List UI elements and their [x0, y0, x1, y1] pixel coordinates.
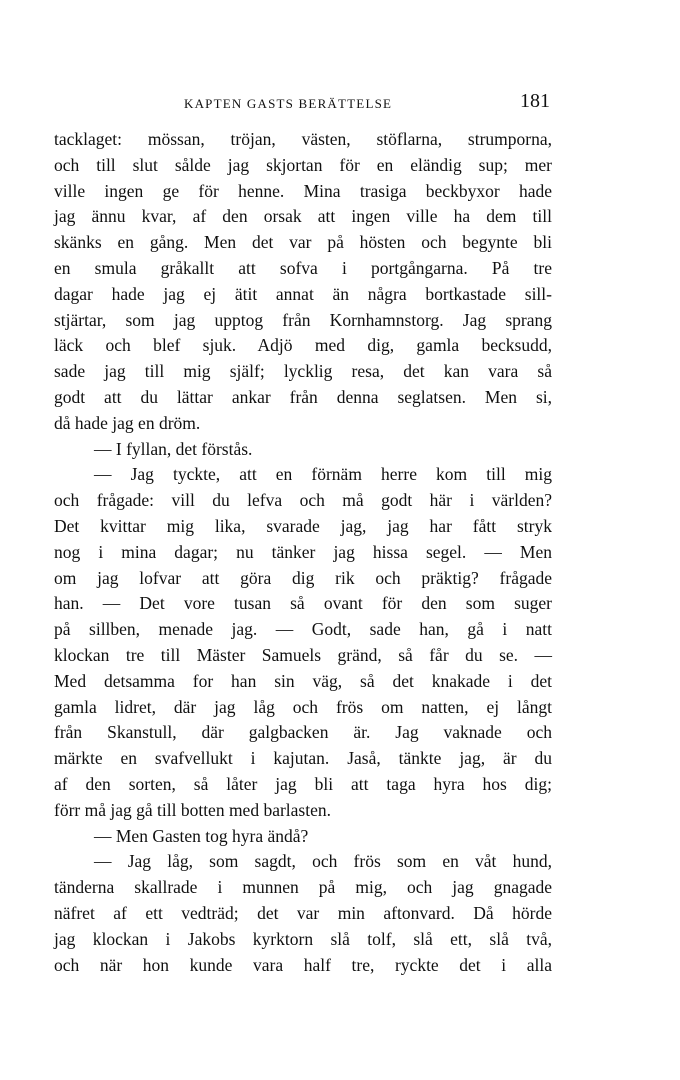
text-line: om jag lofvar att göra dig rik och präktig? frågade: [54, 567, 552, 588]
text-line: näfret af ett vedträd; det var min aftonvard. Då hörde: [54, 902, 552, 923]
running-title: KAPTEN GASTS BERÄTTELSE: [184, 96, 393, 111]
body-text: [54, 127, 552, 978]
text-line: dagar hade jag ej ätit annat än några bortkastade sill-: [54, 283, 552, 304]
text-line: och frågade: vill du lefva och må godt här i världen?: [54, 490, 552, 511]
text-line: tacklaget: mössan, tröjan, västen, stöflarna, strumporna,: [54, 129, 552, 149]
text-line: då hade jag en dröm.: [54, 412, 201, 433]
text-line: — Jag tyckte, att en förnäm herre kom till mig: [94, 464, 552, 485]
text-line: godt att du lättar ankar från denna seglatsen. Men si,: [54, 386, 552, 407]
text-line: läck och blef sjuk. Adjö med dig, gamla becksudd,: [54, 335, 552, 356]
text-line: — I fyllan, det förstås.: [94, 438, 253, 459]
text-line: nog i mina dagar; nu tänker jag hissa segel. — Men: [54, 541, 552, 562]
text-line: skänks en gång. Men det var på hösten och begynte bli: [54, 232, 552, 253]
text-line: jag klockan i Jakobs kyrktorn slå tolf, slå ett, slå två,: [54, 928, 552, 949]
text-line: sade jag till mig själf; lycklig resa, det kan vara så: [54, 361, 552, 382]
text-line: jag ännu kvar, af den orsak att ingen ville ha dem till: [54, 206, 552, 227]
running-header: [54, 90, 552, 116]
text-line: stjärtar, som jag upptog från Kornhamnstorg. Jag sprang: [54, 309, 552, 330]
text-line: tänderna skallrade i munnen på mig, och jag gnagade: [54, 877, 552, 898]
text-line: han. — Det vore tusan så ovant för den som suger: [54, 593, 552, 614]
text-line: en smula gråkallt att sofva i portgångarna. På tre: [54, 257, 552, 278]
text-line: från Skanstull, där galgbacken är. Jag vaknade och: [54, 722, 552, 743]
text-line: — Men Gasten tog hyra ändå?: [94, 825, 309, 846]
text-line: och när hon kunde vara half tre, ryckte det i alla: [54, 954, 552, 975]
text-line: Med detsamma for han sin väg, så det knakade i det: [54, 670, 552, 691]
text-line: ville ingen ge för henne. Mina trasiga beckbyxor hade: [54, 180, 552, 201]
text-line: Det kvittar mig lika, svarade jag, jag har fått stryk: [54, 515, 552, 536]
text-line: märkte en svafvellukt i kajutan. Jaså, tänkte jag, är du: [54, 748, 552, 769]
text-line: klockan tre till Mäster Samuels gränd, så får du se. —: [54, 644, 552, 665]
text-line: och till slut sålde jag skjortan för en eländig sup; mer: [54, 154, 552, 175]
text-line: gamla lidret, där jag låg och frös om natten, ej långt: [54, 696, 552, 717]
text-line: af den sorten, så låter jag bli att taga hyra hos dig;: [54, 773, 552, 794]
book-page: [54, 90, 552, 978]
text-line: — Jag låg, som sagdt, och frös som en våt hund,: [94, 851, 552, 872]
text-line: på sillben, menade jag. — Godt, sade han, gå i natt: [54, 619, 552, 640]
text-line: förr må jag gå till botten med barlasten.: [54, 799, 331, 820]
page-number: 181: [520, 90, 550, 112]
